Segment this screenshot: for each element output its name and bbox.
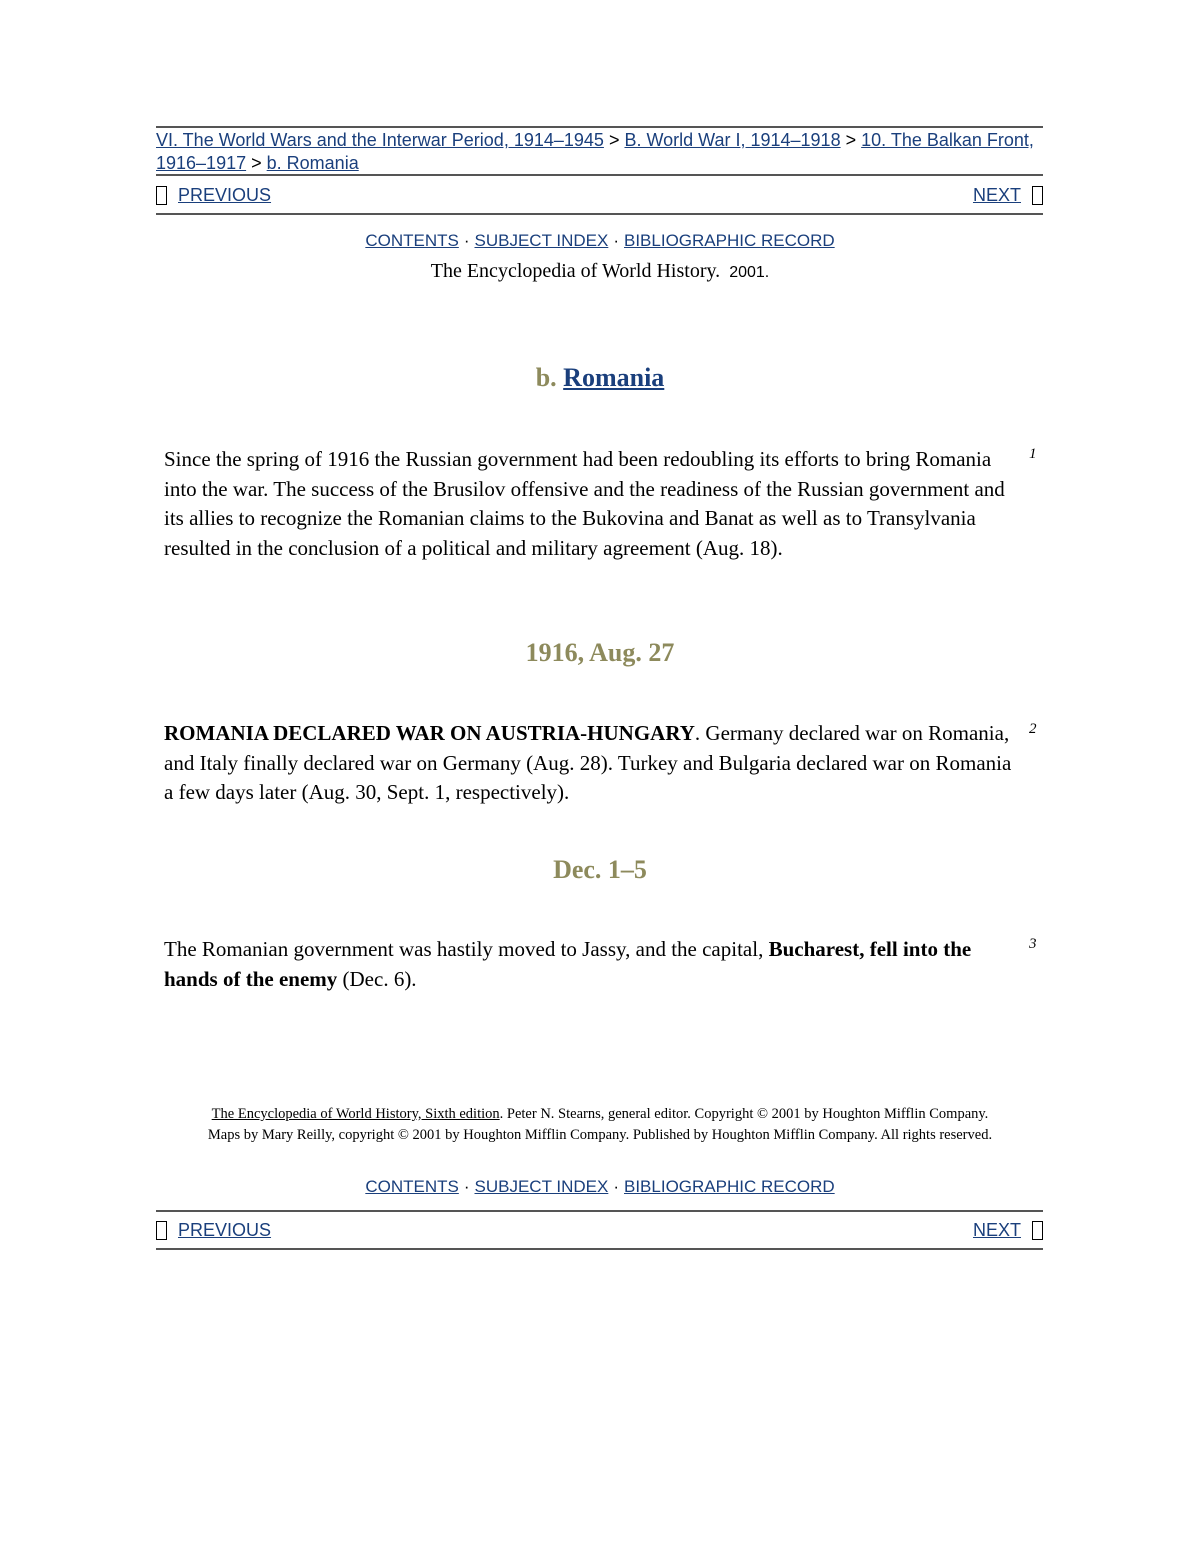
bottom-nav-rule-bottom [156, 1248, 1043, 1250]
article-title [0, 363, 1200, 393]
toc-links-top [0, 231, 1200, 251]
paragraph-text: Since the spring of 1916 the Russian government had been redoubling its efforts to bring Romania into the war. The success of the Brusilov offensive and the readiness of the Russian government and its allies to recognize the Romanian claims to the Bukovina and Banat as well as to Transylvania resulted in the conclusion of a political and military agreement (Aug. 18). [164, 447, 1005, 560]
copyright-notice [0, 1104, 1200, 1146]
breadcrumb-separator: > [608, 130, 620, 150]
next-link[interactable]: NEXT [972, 184, 1021, 205]
paragraph-2 [164, 719, 1014, 808]
toc-separator: · [463, 1177, 470, 1196]
paragraph-number: 1 [1029, 446, 1037, 462]
toc-separator: · [463, 231, 470, 250]
top-navbar [156, 180, 1043, 210]
publication-year: 2001. [729, 264, 770, 281]
subject-index-link[interactable]: SUBJECT INDEX [474, 231, 609, 250]
breadcrumb-link-current[interactable]: b. Romania [266, 153, 359, 173]
previous-arrow-icon[interactable] [156, 186, 167, 205]
breadcrumb-link-section[interactable]: B. World War I, 1914–1918 [624, 130, 841, 150]
bibliographic-record-link[interactable]: BIBLIOGRAPHIC RECORD [624, 1177, 835, 1196]
next-arrow-icon[interactable] [1032, 1221, 1043, 1240]
paragraph-bold-text: ROMANIA DECLARED WAR ON AUSTRIA-HUNGARY [164, 721, 695, 745]
next-nav [973, 1220, 1043, 1241]
date-heading: Dec. 1–5 [553, 855, 647, 884]
breadcrumb-separator: > [845, 130, 857, 150]
breadcrumb-link-part[interactable]: VI. The World Wars and the Interwar Period, 1914–1945 [156, 130, 604, 150]
paragraph-text: The Romanian government was hastily moved to Jassy, and the capital, [164, 937, 769, 961]
copyright-line-2: Maps by Mary Reilly, copyright © 2001 by Houghton Mifflin Company. Published by Houghton Mifflin Company. All rights reserved. [207, 1127, 993, 1143]
paragraph-3 [164, 935, 1014, 994]
next-arrow-icon[interactable] [1032, 186, 1043, 205]
breadcrumb-bottom-rule [156, 174, 1043, 176]
paragraph-text: . Germany declared war on Romania, and Italy finally declared war on Germany (Aug. 28). Turkey and Bulgaria declared war on Romania a few days later (Aug. 30, Sept. 1, respectively). [164, 721, 1012, 804]
copyright-text: . Peter N. Stearns, general editor. Copyright © 2001 by Houghton Mifflin Company. [499, 1106, 989, 1122]
date-heading: 1916, Aug. 27 [525, 638, 675, 667]
bottom-navbar [156, 1215, 1043, 1245]
previous-link[interactable]: PREVIOUS [178, 1219, 272, 1240]
bottom-nav-rule-top [156, 1210, 1043, 1212]
previous-arrow-icon[interactable] [156, 1221, 167, 1240]
bibliographic-record-link[interactable]: BIBLIOGRAPHIC RECORD [624, 231, 835, 250]
next-nav [973, 185, 1043, 206]
previous-nav [156, 1220, 271, 1241]
paragraph-bold-text: Bucharest, fell into the hands of the enemy [164, 937, 972, 991]
contents-link[interactable]: CONTENTS [365, 1177, 459, 1196]
book-title-link[interactable]: The Encyclopedia of World History, Sixth edition [211, 1106, 500, 1122]
contents-link[interactable]: CONTENTS [365, 231, 459, 250]
paragraph-text: (Dec. 6). [337, 966, 417, 991]
previous-nav [156, 185, 271, 206]
article-title-prefix: b. [535, 363, 557, 392]
previous-link[interactable]: PREVIOUS [178, 184, 272, 205]
subject-index-link[interactable]: SUBJECT INDEX [474, 1177, 609, 1196]
breadcrumb [156, 129, 1043, 175]
breadcrumb-separator: > [251, 153, 262, 173]
top-nav-rule [156, 213, 1043, 215]
toc-separator: · [613, 231, 619, 250]
breadcrumb-link-subsection[interactable]: 10. The Balkan Front, 1916–1917 [156, 130, 1034, 173]
next-link[interactable]: NEXT [972, 1219, 1021, 1240]
paragraph-number: 2 [1029, 721, 1037, 737]
publication-title: The Encyclopedia of World History. [430, 260, 721, 282]
toc-links-bottom [0, 1177, 1200, 1197]
article-title-link[interactable]: Romania [563, 363, 665, 392]
publication-line [0, 260, 1200, 283]
breadcrumb-top-rule [156, 126, 1043, 128]
copyright-line-1 [0, 1104, 1200, 1125]
paragraph-number: 3 [1029, 936, 1037, 952]
paragraph-1 [164, 445, 1014, 563]
toc-separator: · [613, 1177, 619, 1196]
